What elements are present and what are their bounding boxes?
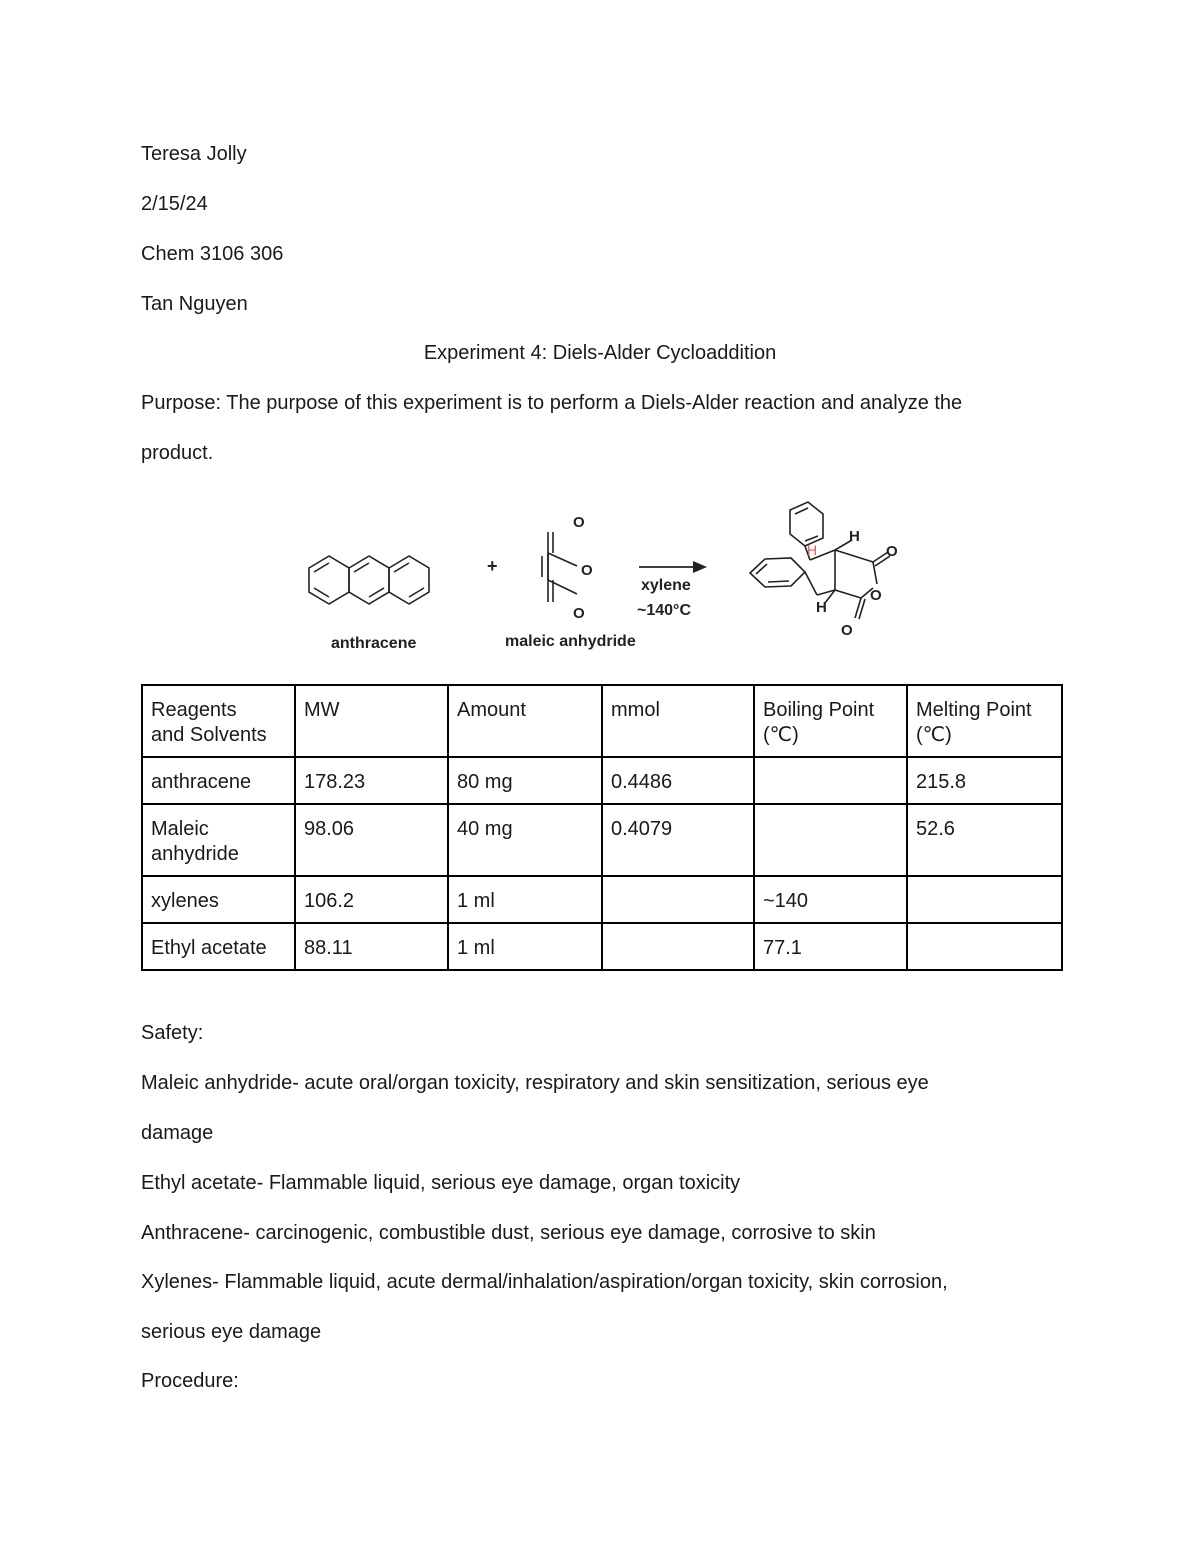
table-cell: 178.23: [295, 757, 448, 804]
table-cell: [907, 923, 1062, 970]
table-cell: [602, 876, 754, 923]
table-cell: [754, 757, 907, 804]
product-o-carbonyl-2: O: [841, 622, 853, 639]
maleic-o-bottom: O: [573, 605, 585, 622]
table-cell: 0.4079: [602, 804, 754, 876]
table-cell: Ethyl acetate: [142, 923, 295, 970]
reaction-scheme: [295, 500, 925, 660]
table-row: [142, 923, 1062, 970]
table-row: [142, 757, 1062, 804]
ta-name: Tan Nguyen: [141, 293, 248, 315]
table-cell: anthracene: [142, 757, 295, 804]
table-cell: 40 mg: [448, 804, 602, 876]
purpose-line-2: product.: [141, 442, 214, 464]
reagents-table: [141, 684, 1063, 971]
table-cell: 80 mg: [448, 757, 602, 804]
table-cell: 215.8: [907, 757, 1062, 804]
maleic-o-top: O: [573, 514, 585, 531]
safety-ethyl-acetate: Ethyl acetate- Flammable liquid, serious eye damage, organ toxicity: [141, 1172, 741, 1194]
procedure-heading: Procedure:: [141, 1370, 239, 1392]
maleic-o-ring: O: [581, 562, 593, 579]
purpose-line-1: Purpose: The purpose of this experiment is to perform a Diels-Alder reaction and analyze the: [141, 392, 963, 414]
header-cell: Boiling Point (℃): [754, 685, 907, 757]
report-date: 2/15/24: [141, 193, 208, 215]
table-cell: 98.06: [295, 804, 448, 876]
solvent-label: xylene: [641, 577, 691, 594]
table-cell: [907, 876, 1062, 923]
temperature-label: ~140°C: [637, 602, 691, 619]
safety-maleic-line-2: damage: [141, 1122, 214, 1144]
table-cell: 52.6: [907, 804, 1062, 876]
author-name: Teresa Jolly: [141, 143, 247, 165]
plus-sign: +: [487, 556, 498, 576]
safety-xylenes-line-1: Xylenes- Flammable liquid, acute dermal/inhalation/aspiration/organ toxicity, skin corrosion,: [141, 1271, 948, 1293]
course-code: Chem 3106 306: [141, 243, 284, 265]
table-header-row: [142, 685, 1062, 757]
table-cell: 88.11: [295, 923, 448, 970]
product-o-ring: O: [870, 587, 882, 604]
header-cell: mmol: [602, 685, 754, 757]
header-cell: MW: [295, 685, 448, 757]
table-cell: 77.1: [754, 923, 907, 970]
product-o-carbonyl-1: O: [886, 543, 898, 560]
table-row: [142, 804, 1062, 876]
safety-maleic-line-1: Maleic anhydride- acute oral/organ toxicity, respiratory and skin sensitization, serious eye: [141, 1072, 929, 1094]
header-cell: Amount: [448, 685, 602, 757]
bridge-h-stereo: H: [807, 542, 818, 558]
table-row: [142, 876, 1062, 923]
maleic-anhydride-structure: [542, 532, 577, 602]
product-h-top: H: [849, 528, 860, 545]
table-cell: 0.4486: [602, 757, 754, 804]
table-cell: xylenes: [142, 876, 295, 923]
safety-anthracene: Anthracene- carcinogenic, combustible dust, serious eye damage, corrosive to skin: [141, 1222, 876, 1244]
anthracene-label: anthracene: [331, 635, 417, 652]
product-h-bottom: H: [816, 599, 827, 616]
table-cell: [602, 923, 754, 970]
maleic-anhydride-label: maleic anhydride: [505, 633, 636, 650]
reaction-arrow: [639, 561, 707, 573]
table-cell: ~140: [754, 876, 907, 923]
table-cell: 106.2: [295, 876, 448, 923]
safety-heading: Safety:: [141, 1022, 204, 1044]
table-cell: [754, 804, 907, 876]
experiment-title: Experiment 4: Diels-Alder Cycloaddition: [423, 342, 777, 364]
table-cell: 1 ml: [448, 923, 602, 970]
safety-xylenes-line-2: serious eye damage: [141, 1321, 322, 1343]
header-cell: Reagents and Solvents: [142, 685, 295, 757]
anthracene-structure: [309, 556, 429, 604]
table-cell: Maleic anhydride: [142, 804, 295, 876]
table-cell: 1 ml: [448, 876, 602, 923]
header-cell: Melting Point (℃): [907, 685, 1062, 757]
